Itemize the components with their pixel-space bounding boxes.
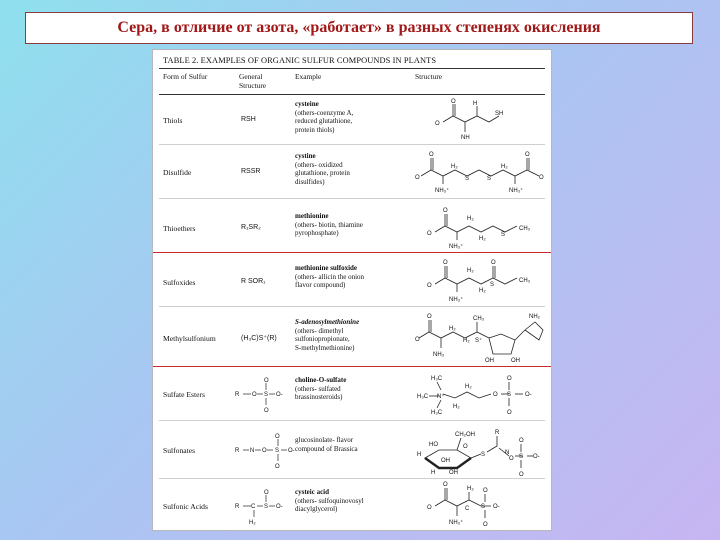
row-form: Thiols <box>163 116 183 125</box>
svg-text:O: O <box>451 99 456 105</box>
table-row-thiols <box>153 96 551 144</box>
header-rule <box>159 94 545 95</box>
table-row-sulfonates <box>153 422 551 478</box>
svg-text:H₃C: H₃C <box>431 410 443 416</box>
svg-text:OH: OH <box>485 358 494 364</box>
svg-text:OH: OH <box>441 458 450 464</box>
svg-text:C: C <box>251 504 256 510</box>
svg-text:NH₃⁺: NH₃⁺ <box>449 297 464 303</box>
svg-text:O: O <box>415 175 420 181</box>
slide-title-box <box>25 12 693 44</box>
example-line: sulfoniopropionate, <box>295 335 350 344</box>
table-row-thioethers <box>153 200 551 252</box>
svg-text:S: S <box>507 392 512 398</box>
row-separator <box>159 144 545 145</box>
header-general-line1: General <box>239 72 263 81</box>
svg-text:R: R <box>235 392 240 398</box>
svg-text:H₂: H₂ <box>249 520 256 526</box>
row-form: Sulfoxides <box>163 278 196 287</box>
structure-methionine-sulfoxide <box>415 254 547 306</box>
svg-text:CH₃: CH₃ <box>519 226 531 232</box>
svg-text:S: S <box>487 176 492 182</box>
svg-text:C: C <box>465 506 470 512</box>
svg-text:H₃C: H₃C <box>431 376 443 382</box>
svg-text:H₂: H₂ <box>467 216 474 222</box>
svg-text:O: O <box>443 208 448 214</box>
example-line: glutathione, protein <box>295 169 350 178</box>
svg-text:H₃C: H₃C <box>417 394 429 400</box>
svg-text:H: H <box>417 452 422 458</box>
svg-text:O: O <box>491 260 496 266</box>
general-sulfate-ester <box>235 374 291 414</box>
svg-text:N: N <box>505 450 510 456</box>
header-form: Form of Sulfur <box>163 72 208 81</box>
structure-methionine <box>415 200 547 252</box>
row-form: Methylsulfonium <box>163 334 216 343</box>
svg-text:H₂: H₂ <box>465 384 472 390</box>
table-top-rule <box>159 68 545 69</box>
svg-text:H₂: H₂ <box>479 288 486 294</box>
row-separator <box>159 198 545 199</box>
svg-text:HO: HO <box>429 442 438 448</box>
svg-text:O: O <box>275 464 280 470</box>
svg-text:O: O <box>427 283 432 289</box>
svg-text:CH₃: CH₃ <box>519 278 531 284</box>
row-separator-red <box>153 252 551 253</box>
svg-text:N: N <box>250 448 255 454</box>
example-name: cysteine <box>295 100 319 108</box>
svg-text:CH₂OH: CH₂OH <box>455 432 475 438</box>
row-separator <box>159 420 545 421</box>
svg-text:S: S <box>465 176 470 182</box>
row-example <box>295 212 413 238</box>
svg-text:O-: O- <box>493 504 500 510</box>
svg-text:NH₃⁺: NH₃⁺ <box>449 244 464 250</box>
svg-text:S: S <box>264 504 269 510</box>
svg-text:CH₃: CH₃ <box>473 316 485 322</box>
example-name: cysteic acid <box>295 488 330 496</box>
svg-text:NH₂: NH₂ <box>529 314 540 320</box>
svg-text:R: R <box>235 448 240 454</box>
table-row-disulfide <box>153 146 551 198</box>
svg-text:O: O <box>264 490 269 496</box>
row-form: Disulfide <box>163 168 192 177</box>
row-example <box>295 488 413 514</box>
svg-text:H: H <box>473 101 478 107</box>
svg-text:N⁺: N⁺ <box>437 394 445 400</box>
structure-choline-o-sulfate <box>415 368 547 420</box>
structure-cysteine <box>415 96 547 144</box>
row-form: Sulfonic Acids <box>163 502 208 511</box>
svg-text:S: S <box>519 454 524 460</box>
svg-text:O: O <box>483 488 488 494</box>
example-name: glucosinolate- flavor <box>295 436 354 444</box>
example-name: methionine sulfoxide <box>295 264 358 272</box>
row-example <box>295 100 413 134</box>
example-line: pyrophosphate) <box>295 229 339 238</box>
svg-text:O: O <box>415 337 420 343</box>
row-general: RSH <box>241 116 256 123</box>
row-general: RSSR <box>241 168 261 175</box>
structure-s-adenosylmethionine <box>415 308 547 366</box>
structure-cysteic-acid <box>415 480 547 530</box>
row-general: (H₃C)S⁺(R) <box>241 335 277 342</box>
svg-text:H₂: H₂ <box>463 338 470 344</box>
row-general: R SOR₁ <box>241 278 266 285</box>
svg-text:O: O <box>262 448 267 454</box>
example-line: disulfides) <box>295 177 325 186</box>
header-general-structure <box>239 72 266 90</box>
example-line: (others- sulfated <box>295 384 341 393</box>
svg-text:O: O <box>509 456 514 462</box>
row-example <box>295 376 413 402</box>
svg-text:S: S <box>490 282 495 288</box>
svg-text:O: O <box>483 522 488 528</box>
svg-text:NH: NH <box>461 135 470 141</box>
example-line: (others- oxidized <box>295 160 343 169</box>
structure-glucosinolate <box>415 422 547 478</box>
svg-text:O: O <box>264 408 269 414</box>
svg-text:O: O <box>519 438 524 444</box>
svg-text:NH₃⁺: NH₃⁺ <box>449 520 464 526</box>
svg-text:H₂: H₂ <box>479 236 486 242</box>
svg-text:O: O <box>252 392 257 398</box>
table-row-sulfate-esters <box>153 368 551 420</box>
svg-text:O-: O- <box>276 392 283 398</box>
svg-text:O: O <box>443 260 448 266</box>
sulfur-compounds-table <box>152 49 552 531</box>
row-form: Sulfate Esters <box>163 390 205 399</box>
svg-text:O: O <box>507 410 512 416</box>
svg-text:O: O <box>443 482 448 488</box>
svg-text:O: O <box>463 444 468 450</box>
structure-cystine <box>415 146 547 198</box>
row-example <box>295 318 413 352</box>
svg-text:NH₃⁺: NH₃⁺ <box>435 188 450 194</box>
slide-title: Сера, в отличие от азота, «работает» в разных степенях окисления <box>117 19 601 36</box>
svg-text:O: O <box>429 152 434 158</box>
svg-text:H₂: H₂ <box>453 404 460 410</box>
svg-text:H₂: H₂ <box>467 486 474 492</box>
example-line: (others- biotin, thiamine <box>295 220 363 229</box>
svg-text:O: O <box>427 231 432 237</box>
general-sulfonic-acid <box>235 486 295 526</box>
svg-text:S: S <box>481 452 486 458</box>
svg-text:O: O <box>525 152 530 158</box>
row-general: R₁SR₂ <box>241 224 261 231</box>
example-name: methionine <box>295 212 329 220</box>
example-line: flavor compound) <box>295 281 346 290</box>
svg-text:O: O <box>275 434 280 440</box>
svg-text:O-: O- <box>288 448 295 454</box>
example-line: brassinosteroids) <box>295 393 343 402</box>
svg-text:H₂: H₂ <box>449 326 456 332</box>
svg-text:S: S <box>501 232 506 238</box>
svg-text:OH: OH <box>511 358 520 364</box>
svg-text:NH₃⁺: NH₃⁺ <box>509 188 524 194</box>
table-row-sulfonic-acids <box>153 480 551 530</box>
row-example <box>295 152 413 186</box>
svg-text:O: O <box>493 392 498 398</box>
table-caption: TABLE 2. EXAMPLES OF ORGANIC SULFUR COMPOUNDS IN PLANTS <box>163 56 437 65</box>
example-line: protein thiols) <box>295 125 335 134</box>
svg-text:O: O <box>507 376 512 382</box>
svg-text:O-: O- <box>525 392 532 398</box>
header-structure: Structure <box>415 72 443 81</box>
svg-text:O: O <box>435 121 440 127</box>
svg-text:SH: SH <box>495 111 504 117</box>
example-line: (others- allicin the onion <box>295 272 365 281</box>
svg-text:NH₃: NH₃ <box>433 352 445 358</box>
svg-text:O: O <box>427 505 432 511</box>
row-example <box>295 436 413 453</box>
svg-text:S: S <box>264 392 269 398</box>
row-separator <box>159 478 545 479</box>
example-line: diacylglycerol) <box>295 505 338 514</box>
svg-text:S: S <box>481 504 486 510</box>
row-form: Thioethers <box>163 224 196 233</box>
svg-text:O-: O- <box>276 504 283 510</box>
example-line: S-methylmethionine) <box>295 343 355 352</box>
svg-text:H₂: H₂ <box>451 164 458 170</box>
row-separator <box>159 306 545 307</box>
header-example: Example <box>295 72 322 81</box>
svg-text:O: O <box>264 378 269 384</box>
svg-text:H: H <box>431 470 436 476</box>
row-form: Sulfonates <box>163 446 196 455</box>
example-line: (others- dimethyl <box>295 326 344 335</box>
example-name: S-adenosylmethionine <box>295 318 360 326</box>
example-line: compound of Brassica <box>295 444 358 453</box>
svg-text:H₂: H₂ <box>501 164 508 170</box>
svg-text:O: O <box>539 175 544 181</box>
svg-text:R: R <box>235 504 240 510</box>
svg-text:H₂: H₂ <box>467 268 474 274</box>
example-name: choline-O-sulfate <box>295 376 347 384</box>
svg-text:S⁺: S⁺ <box>475 338 483 344</box>
svg-text:O: O <box>427 314 432 320</box>
table-row-methylsulfonium <box>153 308 551 366</box>
svg-text:O-: O- <box>533 454 540 460</box>
table-row-sulfoxides <box>153 254 551 306</box>
svg-text:O: O <box>519 472 524 478</box>
svg-text:R: R <box>495 430 500 436</box>
example-name: cystine <box>295 152 316 160</box>
row-example <box>295 264 413 290</box>
example-line: reduced glutathione, <box>295 117 353 126</box>
svg-text:S: S <box>275 448 280 454</box>
row-separator-red <box>153 366 551 367</box>
example-line: (others-coenzyme A, <box>295 108 354 117</box>
svg-text:OH: OH <box>449 470 458 476</box>
header-general-line2: Structure <box>239 81 267 90</box>
example-line: (others- sulfoquinovosyl <box>295 496 364 505</box>
